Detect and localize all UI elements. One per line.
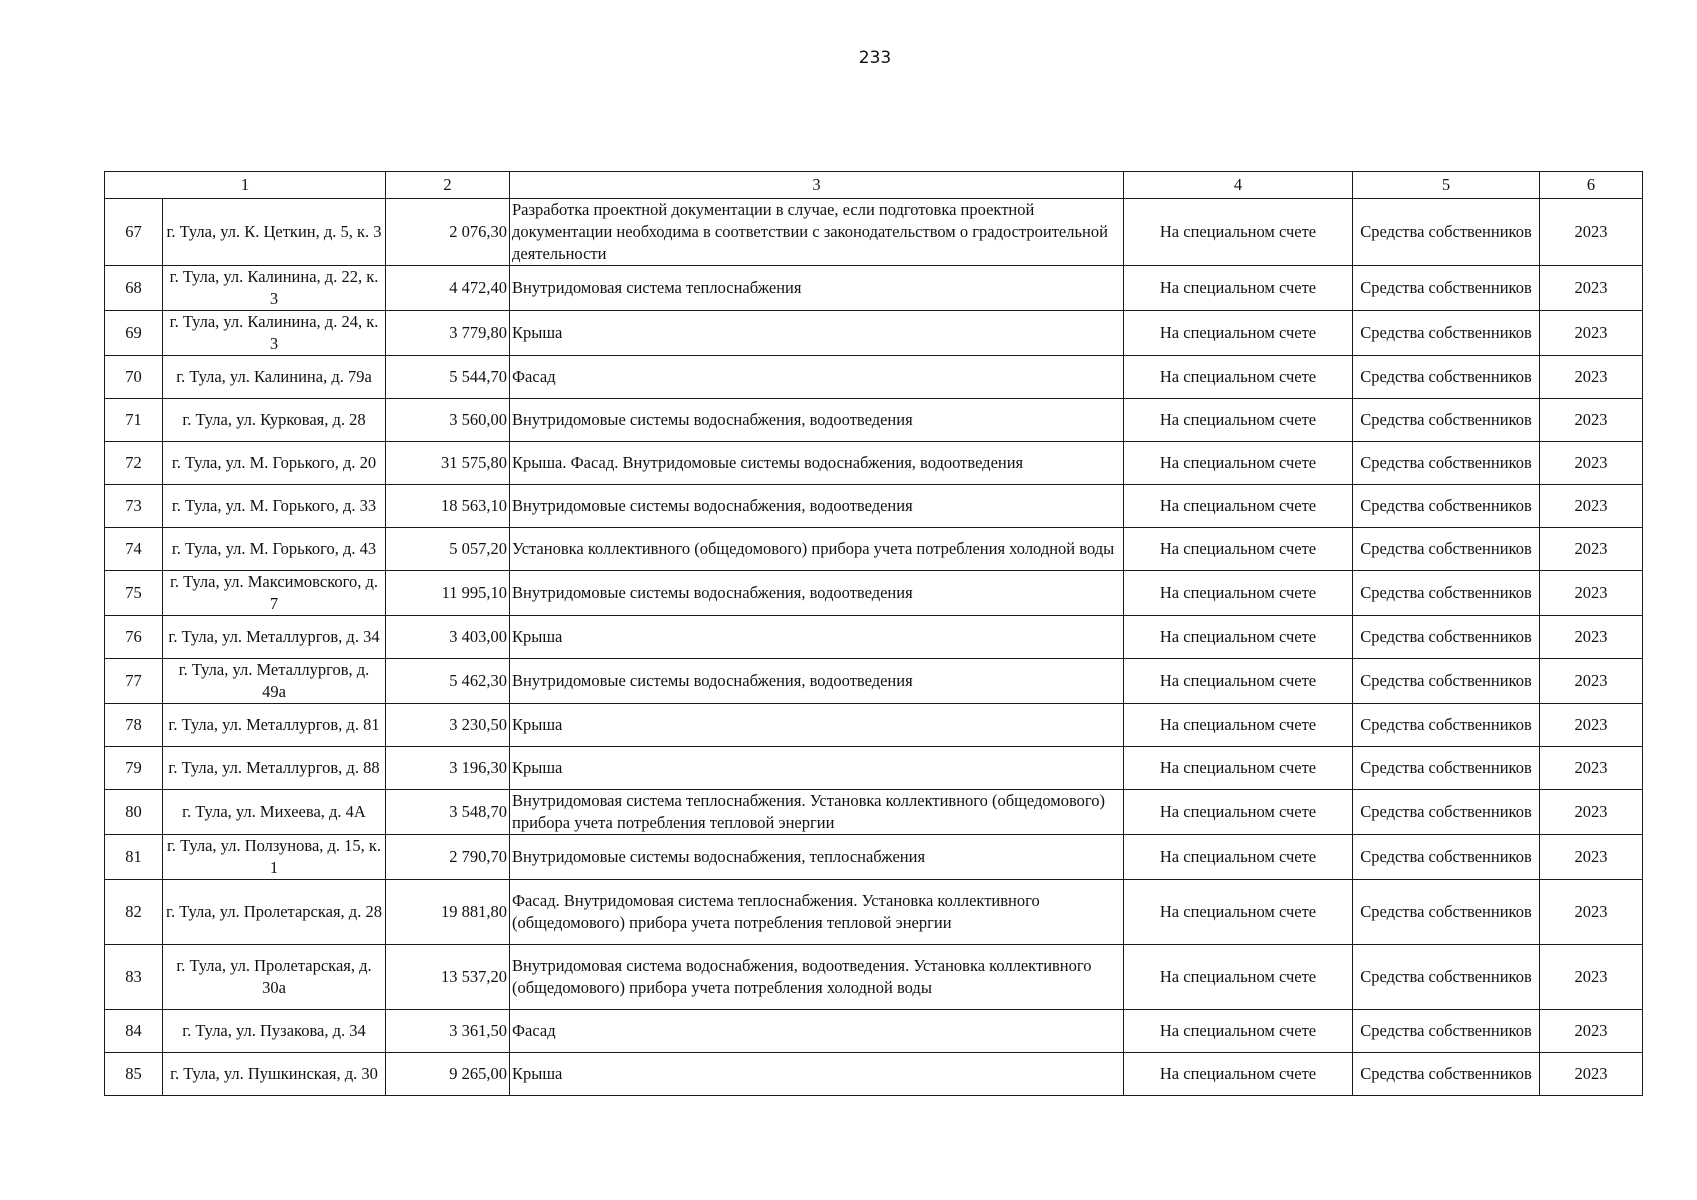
table-row <box>105 399 1643 442</box>
fund-method-cell: На специальном счете <box>1124 945 1353 1010</box>
column-number-3: 3 <box>510 172 1124 199</box>
column-number-1: 1 <box>105 172 386 199</box>
row-number: 69 <box>105 311 163 356</box>
table-row <box>105 356 1643 399</box>
row-number: 72 <box>105 442 163 485</box>
row-number: 74 <box>105 528 163 571</box>
row-number: 73 <box>105 485 163 528</box>
column-number-2: 2 <box>386 172 510 199</box>
funding-source-cell: Средства собственников <box>1353 945 1540 1010</box>
funding-source-cell: Средства собственников <box>1353 1010 1540 1053</box>
table-row <box>105 199 1643 266</box>
address-cell: г. Тула, ул. Пузакова, д. 34 <box>163 1010 386 1053</box>
table-row <box>105 571 1643 616</box>
capital-repair-table <box>104 171 1643 1096</box>
work-type-cell: Разработка проектной документации в случае, если подготовка проектной документации необходима в соответствии с законодательством о градостроительной деятельности <box>510 199 1124 266</box>
fund-method-cell: На специальном счете <box>1124 311 1353 356</box>
funding-source-cell: Средства собственников <box>1353 485 1540 528</box>
funding-source-cell: Средства собственников <box>1353 659 1540 704</box>
year-cell: 2023 <box>1540 571 1643 616</box>
funding-source-cell: Средства собственников <box>1353 356 1540 399</box>
cost-cell: 3 403,00 <box>386 616 510 659</box>
fund-method-cell: На специальном счете <box>1124 880 1353 945</box>
row-number: 77 <box>105 659 163 704</box>
cost-cell: 5 057,20 <box>386 528 510 571</box>
work-type-cell: Установка коллективного (общедомового) прибора учета потребления холодной воды <box>510 528 1124 571</box>
address-cell: г. Тула, ул. Калинина, д. 24, к. 3 <box>163 311 386 356</box>
address-cell: г. Тула, ул. Калинина, д. 79а <box>163 356 386 399</box>
fund-method-cell: На специальном счете <box>1124 199 1353 266</box>
address-cell: г. Тула, ул. Металлургов, д. 49а <box>163 659 386 704</box>
fund-method-cell: На специальном счете <box>1124 528 1353 571</box>
year-cell: 2023 <box>1540 485 1643 528</box>
year-cell: 2023 <box>1540 1010 1643 1053</box>
cost-cell: 9 265,00 <box>386 1053 510 1096</box>
fund-method-cell: На специальном счете <box>1124 790 1353 835</box>
row-number: 78 <box>105 704 163 747</box>
fund-method-cell: На специальном счете <box>1124 1053 1353 1096</box>
fund-method-cell: На специальном счете <box>1124 747 1353 790</box>
fund-method-cell: На специальном счете <box>1124 442 1353 485</box>
cost-cell: 3 230,50 <box>386 704 510 747</box>
funding-source-cell: Средства собственников <box>1353 399 1540 442</box>
address-cell: г. Тула, ул. Металлургов, д. 81 <box>163 704 386 747</box>
row-number: 83 <box>105 945 163 1010</box>
funding-source-cell: Средства собственников <box>1353 747 1540 790</box>
work-type-cell: Внутридомовая система водоснабжения, водоотведения. Установка коллективного (общедомового) прибора учета потребления холодной воды <box>510 945 1124 1010</box>
fund-method-cell: На специальном счете <box>1124 835 1353 880</box>
year-cell: 2023 <box>1540 945 1643 1010</box>
cost-cell: 3 560,00 <box>386 399 510 442</box>
funding-source-cell: Средства собственников <box>1353 528 1540 571</box>
table-row <box>105 704 1643 747</box>
address-cell: г. Тула, ул. М. Горького, д. 33 <box>163 485 386 528</box>
work-type-cell: Фасад. Внутридомовая система теплоснабжения. Установка коллективного (общедомового) прибора учета потребления тепловой энергии <box>510 880 1124 945</box>
cost-cell: 3 779,80 <box>386 311 510 356</box>
work-type-cell: Фасад <box>510 356 1124 399</box>
table-row <box>105 1053 1643 1096</box>
work-type-cell: Внутридомовые системы водоснабжения, теплоснабжения <box>510 835 1124 880</box>
cost-cell: 4 472,40 <box>386 266 510 311</box>
address-cell: г. Тула, ул. М. Горького, д. 43 <box>163 528 386 571</box>
cost-cell: 11 995,10 <box>386 571 510 616</box>
table-row <box>105 747 1643 790</box>
year-cell: 2023 <box>1540 399 1643 442</box>
year-cell: 2023 <box>1540 790 1643 835</box>
fund-method-cell: На специальном счете <box>1124 616 1353 659</box>
address-cell: г. Тула, ул. Ползунова, д. 15, к. 1 <box>163 835 386 880</box>
year-cell: 2023 <box>1540 704 1643 747</box>
table-row <box>105 442 1643 485</box>
year-cell: 2023 <box>1540 1053 1643 1096</box>
funding-source-cell: Средства собственников <box>1353 1053 1540 1096</box>
cost-cell: 19 881,80 <box>386 880 510 945</box>
address-cell: г. Тула, ул. Пролетарская, д. 30а <box>163 945 386 1010</box>
cost-cell: 31 575,80 <box>386 442 510 485</box>
year-cell: 2023 <box>1540 747 1643 790</box>
work-type-cell: Внутридомовые системы водоснабжения, водоотведения <box>510 399 1124 442</box>
page-number: 233 <box>858 48 892 68</box>
row-number: 79 <box>105 747 163 790</box>
fund-method-cell: На специальном счете <box>1124 485 1353 528</box>
work-type-cell: Внутридомовая система теплоснабжения <box>510 266 1124 311</box>
funding-source-cell: Средства собственников <box>1353 835 1540 880</box>
fund-method-cell: На специальном счете <box>1124 399 1353 442</box>
work-type-cell: Внутридомовые системы водоснабжения, водоотведения <box>510 571 1124 616</box>
table-row <box>105 311 1643 356</box>
cost-cell: 5 462,30 <box>386 659 510 704</box>
year-cell: 2023 <box>1540 356 1643 399</box>
cost-cell: 3 361,50 <box>386 1010 510 1053</box>
row-number: 85 <box>105 1053 163 1096</box>
work-type-cell: Внутридомовая система теплоснабжения. Установка коллективного (общедомового) прибора учета потребления тепловой энергии <box>510 790 1124 835</box>
table-row <box>105 790 1643 835</box>
funding-source-cell: Средства собственников <box>1353 442 1540 485</box>
year-cell: 2023 <box>1540 528 1643 571</box>
funding-source-cell: Средства собственников <box>1353 571 1540 616</box>
year-cell: 2023 <box>1540 442 1643 485</box>
table-row <box>105 1010 1643 1053</box>
year-cell: 2023 <box>1540 659 1643 704</box>
table-row <box>105 266 1643 311</box>
funding-source-cell: Средства собственников <box>1353 880 1540 945</box>
column-number-6: 6 <box>1540 172 1643 199</box>
work-type-cell: Крыша <box>510 704 1124 747</box>
table-row <box>105 945 1643 1010</box>
funding-source-cell: Средства собственников <box>1353 199 1540 266</box>
year-cell: 2023 <box>1540 835 1643 880</box>
row-number: 75 <box>105 571 163 616</box>
year-cell: 2023 <box>1540 616 1643 659</box>
row-number: 80 <box>105 790 163 835</box>
work-type-cell: Фасад <box>510 1010 1124 1053</box>
address-cell: г. Тула, ул. Металлургов, д. 34 <box>163 616 386 659</box>
cost-cell: 3 196,30 <box>386 747 510 790</box>
address-cell: г. Тула, ул. Михеева, д. 4А <box>163 790 386 835</box>
year-cell: 2023 <box>1540 199 1643 266</box>
row-number: 68 <box>105 266 163 311</box>
table-row <box>105 616 1643 659</box>
fund-method-cell: На специальном счете <box>1124 704 1353 747</box>
address-cell: г. Тула, ул. М. Горького, д. 20 <box>163 442 386 485</box>
address-cell: г. Тула, ул. Пролетарская, д. 28 <box>163 880 386 945</box>
row-number: 76 <box>105 616 163 659</box>
row-number: 71 <box>105 399 163 442</box>
funding-source-cell: Средства собственников <box>1353 266 1540 311</box>
cost-cell: 2 076,30 <box>386 199 510 266</box>
address-cell: г. Тула, ул. Максимовского, д. 7 <box>163 571 386 616</box>
cost-cell: 2 790,70 <box>386 835 510 880</box>
year-cell: 2023 <box>1540 266 1643 311</box>
row-number: 82 <box>105 880 163 945</box>
funding-source-cell: Средства собственников <box>1353 311 1540 356</box>
row-number: 84 <box>105 1010 163 1053</box>
work-type-cell: Крыша. Фасад. Внутридомовые системы водоснабжения, водоотведения <box>510 442 1124 485</box>
fund-method-cell: На специальном счете <box>1124 266 1353 311</box>
work-type-cell: Внутридомовые системы водоснабжения, водоотведения <box>510 659 1124 704</box>
address-cell: г. Тула, ул. Калинина, д. 22, к. 3 <box>163 266 386 311</box>
column-number-5: 5 <box>1353 172 1540 199</box>
address-cell: г. Тула, ул. Металлургов, д. 88 <box>163 747 386 790</box>
year-cell: 2023 <box>1540 880 1643 945</box>
address-cell: г. Тула, ул. Пушкинская, д. 30 <box>163 1053 386 1096</box>
column-number-4: 4 <box>1124 172 1353 199</box>
cost-cell: 18 563,10 <box>386 485 510 528</box>
column-number-row <box>105 172 1643 199</box>
fund-method-cell: На специальном счете <box>1124 659 1353 704</box>
address-cell: г. Тула, ул. Курковая, д. 28 <box>163 399 386 442</box>
table-row <box>105 835 1643 880</box>
funding-source-cell: Средства собственников <box>1353 790 1540 835</box>
address-cell: г. Тула, ул. К. Цеткин, д. 5, к. 3 <box>163 199 386 266</box>
work-type-cell: Крыша <box>510 747 1124 790</box>
cost-cell: 3 548,70 <box>386 790 510 835</box>
cost-cell: 13 537,20 <box>386 945 510 1010</box>
table-row <box>105 528 1643 571</box>
work-type-cell: Внутридомовые системы водоснабжения, водоотведения <box>510 485 1124 528</box>
table-row <box>105 659 1643 704</box>
fund-method-cell: На специальном счете <box>1124 1010 1353 1053</box>
work-type-cell: Крыша <box>510 1053 1124 1096</box>
row-number: 67 <box>105 199 163 266</box>
funding-source-cell: Средства собственников <box>1353 616 1540 659</box>
fund-method-cell: На специальном счете <box>1124 356 1353 399</box>
work-type-cell: Крыша <box>510 311 1124 356</box>
fund-method-cell: На специальном счете <box>1124 571 1353 616</box>
funding-source-cell: Средства собственников <box>1353 704 1540 747</box>
table-row <box>105 485 1643 528</box>
table-row <box>105 880 1643 945</box>
work-type-cell: Крыша <box>510 616 1124 659</box>
row-number: 70 <box>105 356 163 399</box>
row-number: 81 <box>105 835 163 880</box>
cost-cell: 5 544,70 <box>386 356 510 399</box>
year-cell: 2023 <box>1540 311 1643 356</box>
